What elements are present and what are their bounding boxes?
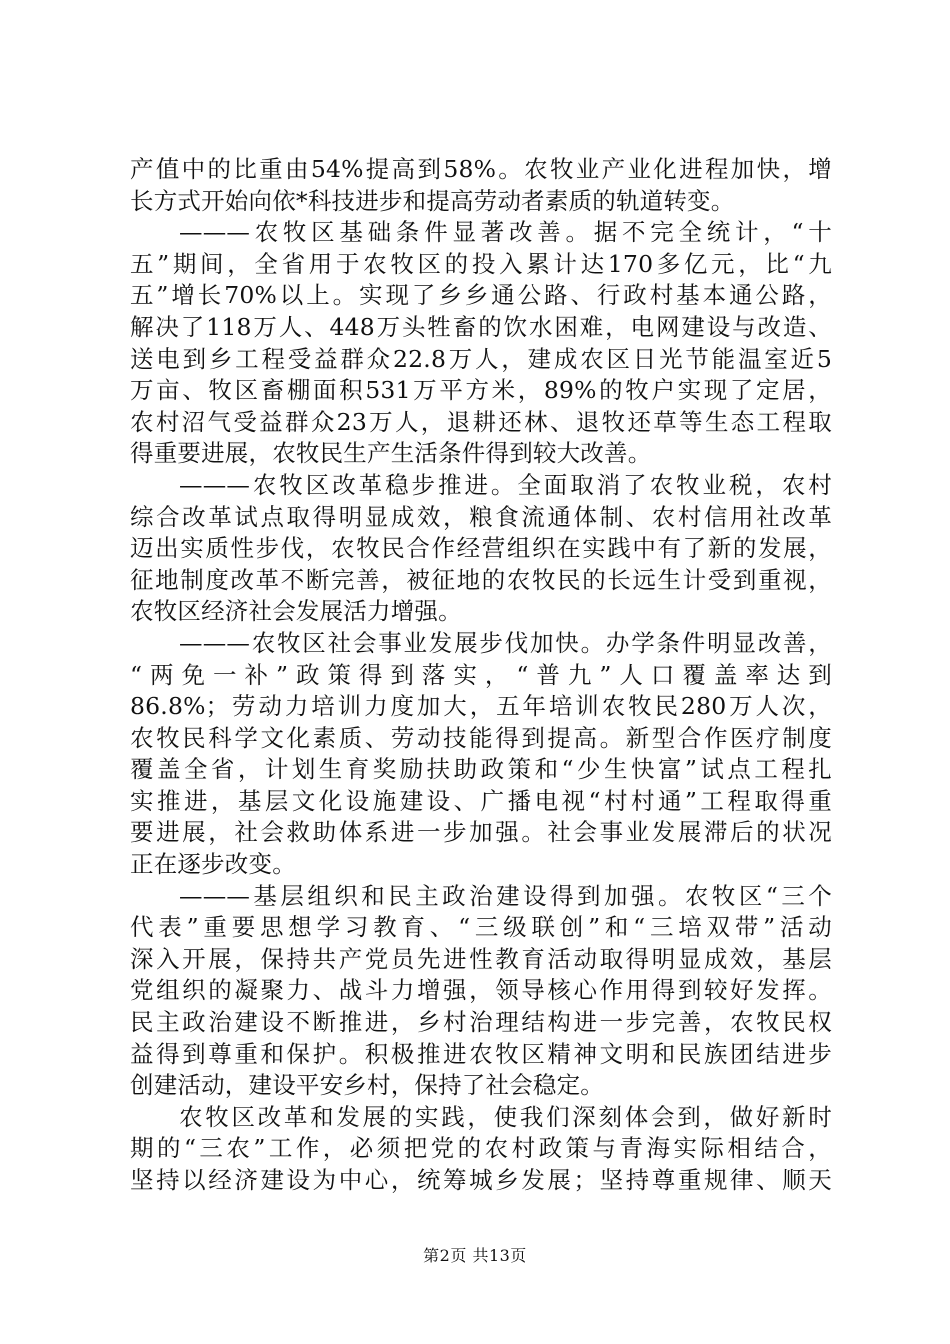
text-line: 得重要进展，农牧民生产生活条件得到较大改善。 [130, 439, 652, 468]
text-line: 实推进，基层文化设施建设、广播电视“村村通”工程取得重 [130, 786, 832, 815]
text-line: 党组织的凝聚力、战斗力增强，领导核心作用得到较好发挥。 [130, 976, 832, 1005]
text-line: 五”增长70%以上。实现了乡乡通公路、行政村基本通公路， [130, 281, 832, 310]
text-line: 86.8%；劳动力培训力度加大，五年培训农牧民280万人次， [130, 692, 832, 721]
text-line: 解决了118万人、448万头牲畜的饮水困难，电网建设与改造、 [130, 312, 832, 341]
text-line: 正在逐步改变。 [130, 850, 296, 879]
text-line: 送电到乡工程受益群众22.8万人，建成农区日光节能温室近5 [130, 344, 832, 373]
text-line: 农牧区改革和发展的实践，使我们深刻体会到，做好新时 [179, 1102, 832, 1131]
text-line: 五”期间，全省用于农牧区的投入累计达170多亿元，比“九 [130, 249, 832, 278]
text-line: ———农牧区社会事业发展步伐加快。办学条件明显改善， [179, 628, 832, 657]
text-line: 产值中的比重由54%提高到58%。农牧业产业化进程加快，增 [130, 155, 832, 183]
text-line: 农村沼气受益群众23万人，退耕还林、退牧还草等生态工程取 [130, 407, 832, 436]
text-line: 坚持以经济建设为中心，统筹城乡发展；坚持尊重规律、顺天 [130, 1166, 832, 1194]
text-line: 代表”重要思想学习教育、“三级联创”和“三培双带”活动 [130, 913, 832, 942]
text-line: ———农牧区改革稳步推进。全面取消了农牧业税，农村 [179, 470, 832, 499]
text-line: 农牧区经济社会发展活力增强。 [130, 597, 462, 626]
text-line: ———农牧区基础条件显著改善。据不完全统计，“十 [179, 218, 832, 247]
text-line: “两免一补”政策得到落实，“普九”人口覆盖率达到 [130, 660, 832, 689]
page-footer: 第2页 共13页 [423, 1246, 527, 1265]
text-line: 益得到尊重和保护。积极推进农牧区精神文明和民族团结进步 [130, 1039, 832, 1068]
text-line: 深入开展，保持共产党员先进性教育活动取得明显成效，基层 [130, 944, 832, 973]
text-line: 征地制度改革不断完善，被征地的农牧民的长远生计受到重视， [130, 565, 832, 594]
body-text [130, 154, 832, 1197]
text-line: 迈出实质性步伐，农牧民合作经营组织在实践中有了新的发展， [130, 534, 832, 563]
text-line: 期的“三农”工作，必须把党的农村政策与青海实际相结合， [130, 1134, 832, 1163]
text-line: 长方式开始向依*科技进步和提高劳动者素质的轨道转变。 [130, 186, 735, 215]
text-line: 万亩、牧区畜棚面积531万平方米，89%的牧户实现了定居， [130, 376, 832, 405]
text-line: 创建活动，建设平安乡村，保持了社会稳定。 [130, 1071, 604, 1100]
text-line: 农牧民科学文化素质、劳动技能得到提高。新型合作医疗制度 [130, 723, 832, 752]
text-line: 覆盖全省，计划生育奖励扶助政策和“少生快富”试点工程扎 [130, 755, 832, 784]
text-line: 民主政治建设不断推进，乡村治理结构进一步完善，农牧民权 [130, 1008, 832, 1037]
text-line: 综合改革试点取得明显成效，粮食流通体制、农村信用社改革 [130, 502, 832, 531]
text-line: 要进展，社会救助体系进一步加强。社会事业发展滞后的状况 [130, 818, 832, 847]
text-line: ———基层组织和民主政治建设得到加强。农牧区“三个 [179, 881, 832, 910]
